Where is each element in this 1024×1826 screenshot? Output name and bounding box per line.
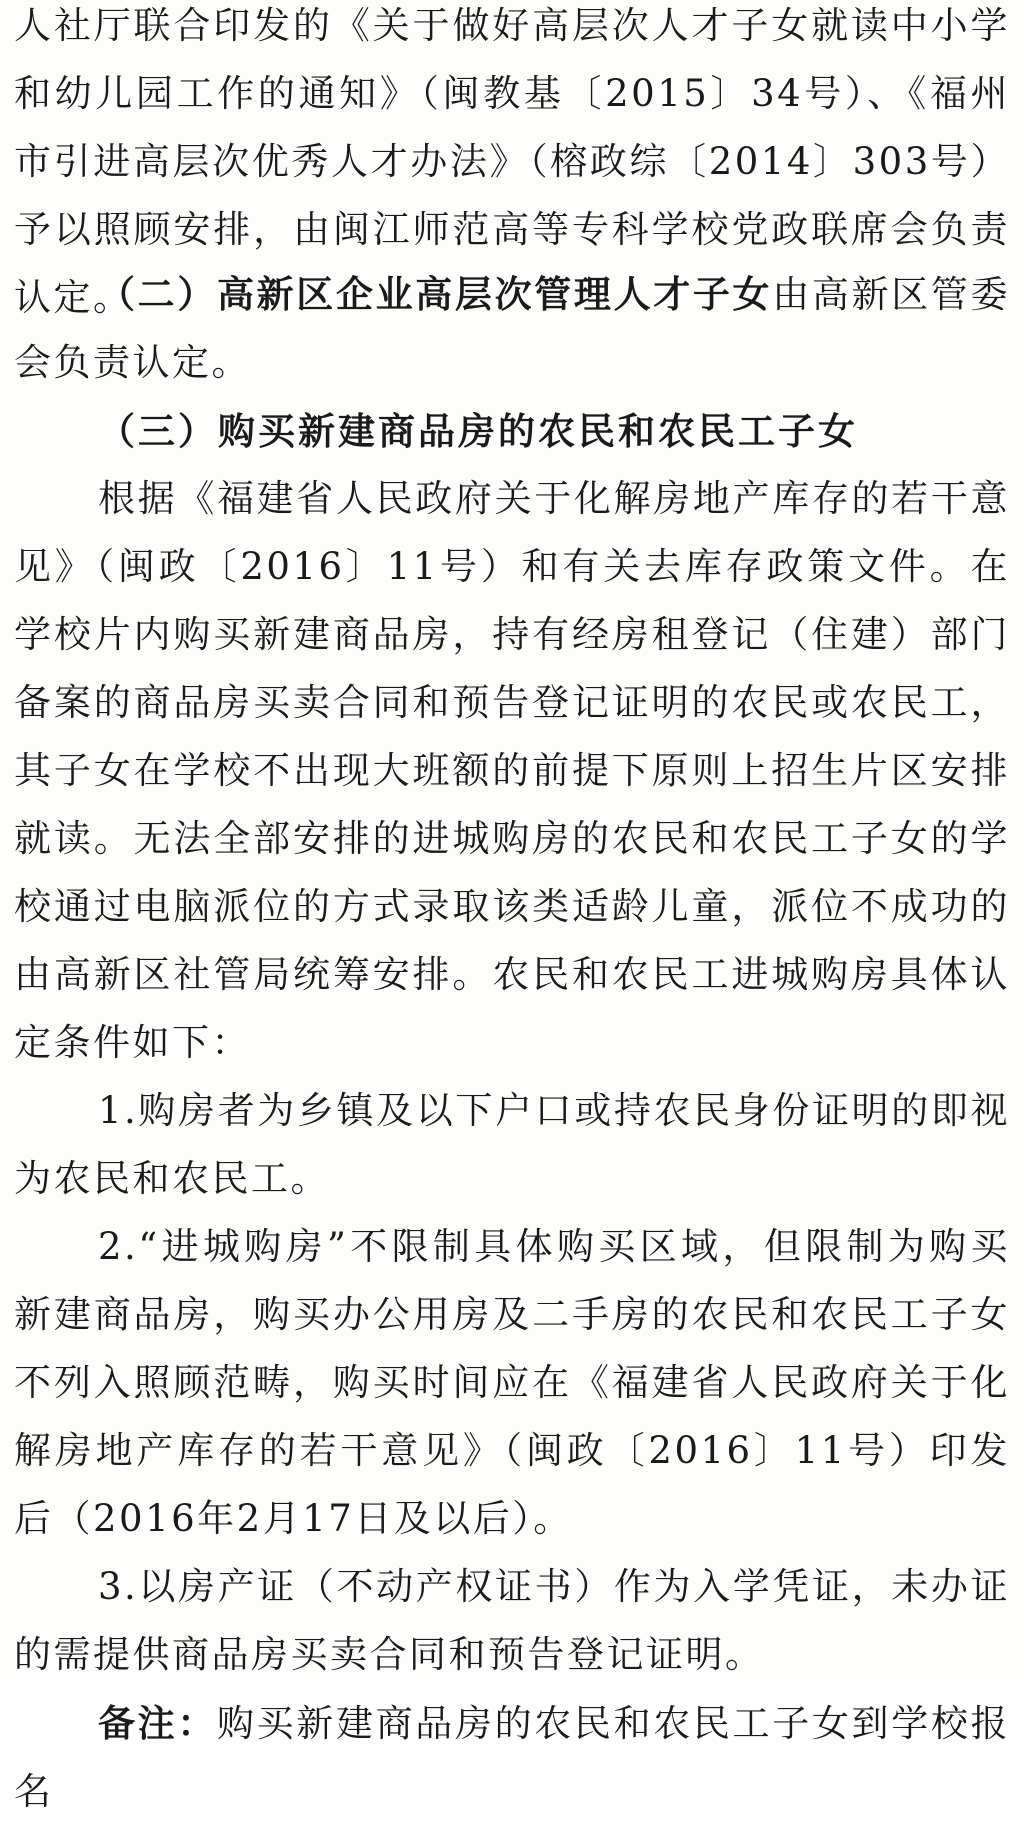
document-body [14,260,1010,1826]
note-label: 备注： [98,1701,217,1745]
section-three-paragraph: 根据《福建省人民政府关于化解房地产库存的若干意见》（闽政〔2016〕11号）和有关去库存政策文件。在学校片内购买新建商品房，持有经房租登记（住建）部门备案的商品房买卖合同和预告登记证明的农民或农民工，其子女在学校不出现大班额的前提下原则上招生片区安排就读。无法全部安排的进城购房的农民和农民工子女的学校通过电脑派位的方式录取该类适龄儿童，派位不成功的由高新区社管局统筹安排。农民和农民工进城购房具体认定条件如下： [14,477,1010,1064]
condition-item-3: 3.以房产证（不动产权证书）作为入学凭证，未办证的需提供商品房买卖合同和预告登记证明。 [14,1565,1010,1676]
condition-item-1: 1.购房者为乡镇及以下户口或持农民身份证明的即视为农民和农民工。 [14,1089,1010,1200]
note-paragraph [14,1689,1010,1826]
paragraph-continued: 人社厅联合印发的《关于做好高层次人才子女就读中小学和幼儿园工作的通知》（闽教基〔2015〕34号）、《福州市引进高层次优秀人才办法》（榕政综〔2014〕303号）予以照顾安排，由闽江师范高等专科学校党政联席会负责认定。 [14,4,1010,319]
condition-item-2: 2.“进城购房”不限制具体购买区域，但限制为购买新建商品房，购买办公用房及二手房的农民和农民工子女不列入照顾范畴，购买时间应在《福建省人民政府关于化解房地产库存的若干意见》（闽政〔2016〕11号）印发后（2016年2月17日及以后）。 [14,1225,1010,1540]
section-three-heading: （三）购买新建商品房的农民和农民工子女 [98,409,858,453]
note-text: 购买新建商品房的农民和农民工子女到学校报名 [14,1702,1011,1813]
section-two-paragraph [14,260,1010,397]
section-two-heading: （二）高新区企业高层次管理人才子女 [98,272,773,316]
section-two-text: 由高新区管委会负责认定。 [14,273,1011,384]
